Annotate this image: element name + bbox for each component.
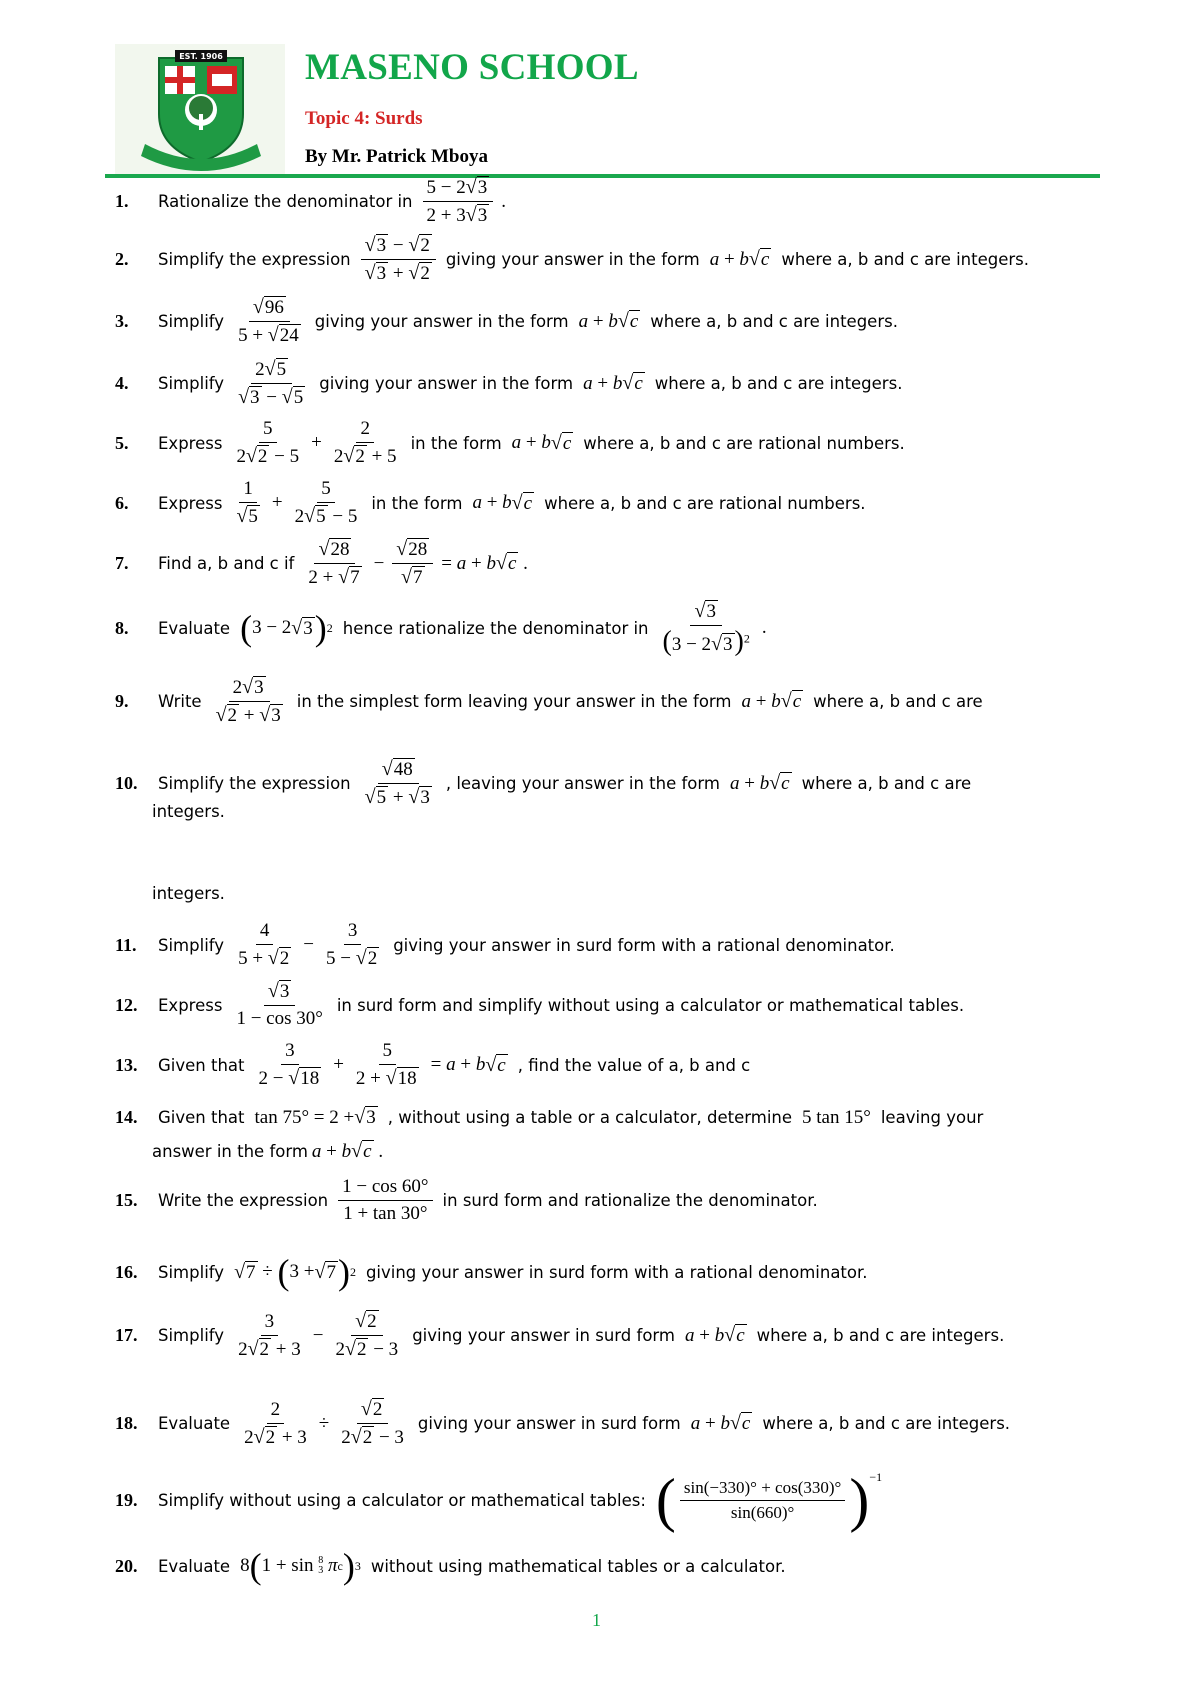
question-17: 17. Simplify $\frac{3}{2√2 + 3}$ − $\frac{√2}{2√2 - 3}$ giving your answer in surd form a + b √ c where a, b and c are integers. [115, 1310, 1005, 1360]
question-4: 4. Simplify $\frac{2√5}{√3 - √5}$ giving your answer in the form a + b √ c where a, b and c are integers. [115, 358, 903, 408]
math-expression: √ 7 ÷ ( 3 + √ 7 ) 2 [234, 1252, 356, 1292]
question-6: 6. Express $\frac{1}{√5}$ + $\frac{5}{2√5 - 5}$ in the form a + b √ c where a, b and c are rational numbers. [115, 478, 866, 527]
math-expression: $\frac{2√3}{√2 + √3}$ [215, 676, 281, 726]
question-9: 9. Write $\frac{2√3}{√2 + √3}$ in the simplest form leaving your answer in the form a + b √ c where a, b and c are [115, 676, 983, 726]
author-line: By Mr. Patrick Mboya [305, 146, 488, 167]
school-crest-logo [115, 44, 285, 174]
math-expression: $\frac{√3}{1 - \cos 30^\circ}$ [236, 980, 323, 1029]
question-9-continuation: integers. [152, 802, 225, 821]
math-expression: $\frac{√96}{5 + √24}$ [238, 296, 299, 346]
question-18: 18. Evaluate $\frac{2}{2√2 + 3}$ ÷ $\frac{√2}{2√2 - 3}$ giving your answer in surd form a + b √ c where a, b and c are integers. [115, 1398, 1011, 1448]
math-expression: $\frac{√3 - √2}{√3 + √2}$ [361, 234, 436, 285]
question-12: 12. Express $\frac{√3}{1 - \cos 30^\circ}$ in surd form and simplify without using a calculator or mathematical tables. [115, 980, 965, 1029]
question-7: 7. Find a, b and c if $\frac{√28}{2 + √7}$ − $\frac{√28}{√7}$ = a + b √ c . [115, 538, 528, 588]
question-14: 14. Given that tan 75° = 2 + √ 3 , without using a table or a calculator, determine 5 tan 15° leaving your [115, 1106, 984, 1128]
math-expression: $\frac{1}{√5}$ [236, 478, 258, 527]
page-number: 1 [592, 1610, 601, 1630]
math-expression: tan 75° = 2 + √ 3 [254, 1106, 376, 1128]
question-14-continuation: answer in the form a + b √ c . [152, 1140, 384, 1162]
question-5: 5. Express $\frac{5}{2√2 - 5}$ + $\frac{2}{2√2 + 5}$ in the form a + b √ c where a, b and c are rational numbers. [115, 418, 905, 467]
math-expression: $\frac{5 - 2√3}{2 + 3√3}$ [423, 176, 494, 227]
question-2: 2. Simplify the expression $\frac{√3 - √2}{√3 + √2}$ giving your answer in the form a + b √ c where a, b and c are integers. [115, 234, 1030, 284]
math-expression: $\frac{2√5}{√3 - √5}$ [238, 358, 304, 408]
math-expression: $\frac{√48}{√5 + √3}$ [364, 758, 430, 808]
school-name: MASENO SCHOOL [305, 47, 639, 88]
question-19: 19. Simplify without using a calculator or mathematical tables: ( $\frac{\sin(-330)^\circ + \cos(330)^\circ}{\sin(660)^\circ}$ ) $^{-1}$ [115, 1467, 883, 1533]
math-expression: $\frac{4}{5 + √2}$ [238, 920, 290, 969]
page-header [115, 44, 1100, 174]
question-10: 10. Simplify the expression $\frac{√48}{√5 + √3}$ , leaving your answer in the form a + b √ c where a, b and c are [115, 758, 972, 808]
question-20: 20. Evaluate 8 ( 1 + sin 8 3 π c ) 3 without using mathematical tables or a calculator. [115, 1546, 786, 1586]
question-3: 3. Simplify $\frac{√96}{5 + √24}$ giving your answer in the form a + b √ c where a, b and c are integers. [115, 296, 898, 346]
math-expression: ( $\frac{\sin(-330)^\circ + \cos(330)^\circ}{\sin(660)^\circ}$ ) $^{-1}$ [655, 1467, 883, 1533]
topic-title: Topic 4: Surds [305, 108, 423, 129]
math-expression: ( 3 − 2 √ 3 ) 2 [240, 608, 333, 648]
question-8: 8. Evaluate ( 3 − 2 √ 3 ) 2 hence rationalize the denominator in $\frac{√3}{(3 - 2√3)^2}$ . [115, 600, 767, 657]
question-15: 15. Write the expression $\frac{1 - \cos 60^\circ}{1 + \tan 30^\circ}$ in surd form and rationalize the denominator. [115, 1176, 818, 1224]
math-expression: 8 ( 1 + sin 8 3 π c ) 3 [240, 1546, 361, 1586]
question-13: 13. Given that $\frac{3}{2 - √18}$ + $\frac{5}{2 + √18}$ = a + b √ c , find the value of a, b and c [115, 1040, 751, 1089]
svg-text:EST. 1906: EST. 1906 [179, 52, 223, 61]
question-16: 16. Simplify √ 7 ÷ ( 3 + √ 7 ) 2 giving your answer in surd form with a rational denominator. [115, 1252, 868, 1292]
question-10-continuation: integers. [152, 884, 225, 903]
math-expression: $\frac{1 - \cos 60^\circ}{1 + \tan 30^\circ}$ [338, 1176, 432, 1225]
question-11: 11. Simplify $\frac{4}{5 + √2}$ − $\frac{3}{5 - √2}$ giving your answer in surd form with a rational denominator. [115, 920, 895, 969]
math-expression: $\frac{2}{2√2 + 3}$ [244, 1398, 307, 1448]
math-expression: $\frac{5}{2√2 - 5}$ [236, 418, 300, 467]
math-expression: $\frac{3}{2 - √18}$ [258, 1040, 320, 1089]
math-expression: $\frac{3}{2√2 + 3}$ [238, 1310, 301, 1360]
math-expression: $\frac{√28}{2 + √7}$ [308, 538, 360, 588]
question-1: 1. Rationalize the denominator in $\frac{5 - 2√3}{2 + 3√3}$ . [115, 176, 506, 226]
